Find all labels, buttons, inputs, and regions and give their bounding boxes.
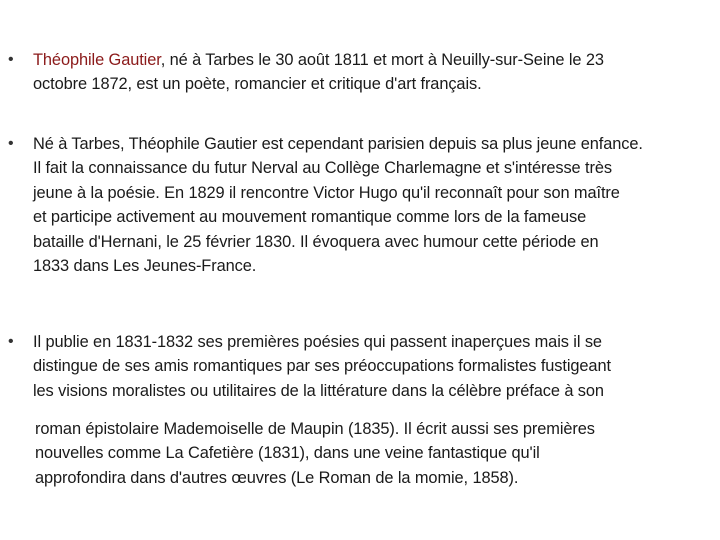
paragraph-line: approfondira dans d'autres œuvres (Le Roman de la momie, 1858). <box>35 468 519 487</box>
paragraph-line: Il fait la connaissance du futur Nerval au Collège Charlemagne et s'intéresse très <box>33 159 612 178</box>
continuation-paragraph <box>35 417 703 490</box>
paragraph-line: Théophile Gautier, né à Tarbes le 30 août 1811 et mort à Neuilly-sur-Seine le 23 <box>33 51 604 69</box>
bullet-marker: • <box>8 135 14 152</box>
bullet-paragraph-3 <box>33 330 703 403</box>
paragraph-line: et participe activement au mouvement romantique comme lors de la fameuse <box>33 208 587 227</box>
paragraph-line: Il publie en 1831-1832 ses premières poésies qui passent inaperçues mais il se <box>33 333 602 351</box>
paragraph-line: bataille d'Hernani, le 25 février 1830. Il évoquera avec humour cette période en <box>33 232 599 251</box>
paragraph-line: distingue de ses amis romantiques par ses préoccupations formalistes fustigeant <box>33 357 611 376</box>
paragraph-line: 1833 dans Les Jeunes-France. <box>33 257 257 276</box>
paragraph-line: jeune à la poésie. En 1829 il rencontre Victor Hugo qu'il reconnaît pour son maître <box>33 183 620 202</box>
paragraph-line: octobre 1872, est un poète, romancier et critique d'art français. <box>33 75 482 94</box>
bullet-paragraph-1 <box>33 48 703 97</box>
bullet-paragraph-2 <box>33 132 703 278</box>
paragraph-line: les visions moralistes ou utilitaires de la littérature dans la célèbre préface à son <box>33 381 604 400</box>
subject-name-link: Théophile Gautier <box>33 51 161 69</box>
bullet-marker: • <box>8 333 14 350</box>
bullet-marker: • <box>8 51 14 68</box>
paragraph-line: nouvelles comme La Cafetière (1831), dans une veine fantastique qu'il <box>35 444 540 463</box>
paragraph-line: Né à Tarbes, Théophile Gautier est cependant parisien depuis sa plus jeune enfance. <box>33 135 643 153</box>
paragraph-line: roman épistolaire Mademoiselle de Maupin (1835). Il écrit aussi ses premières <box>35 420 595 438</box>
